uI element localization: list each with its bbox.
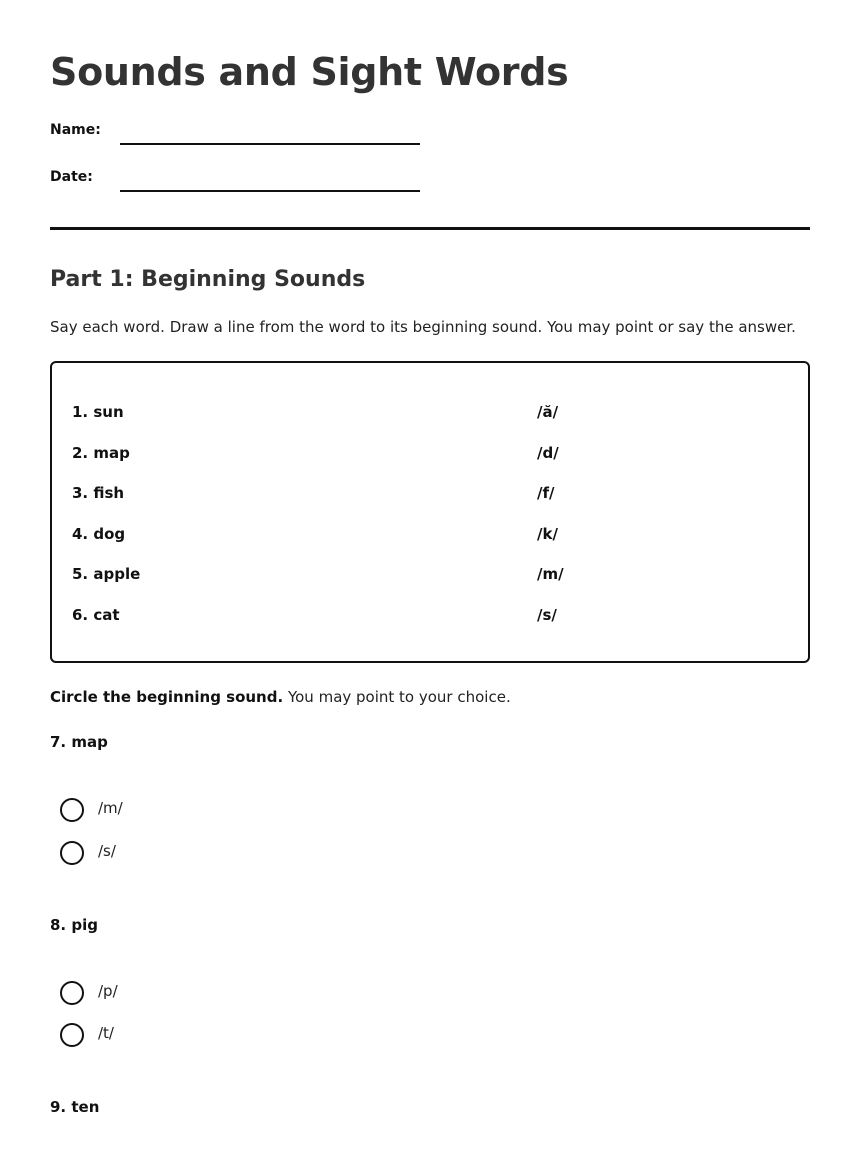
match-sound[interactable]: /m/	[537, 565, 564, 583]
option-label: /s/	[98, 842, 116, 860]
match-word[interactable]: 6. cat	[72, 606, 120, 624]
circle-instructions	[50, 688, 511, 706]
page-title: Sounds and Sight Words	[50, 50, 569, 94]
radio-circle-icon[interactable]	[60, 981, 84, 1005]
part1-instructions: Say each word. Draw a line from the word to its beginning sound. You may point or say the answer.	[50, 318, 796, 336]
match-sound[interactable]: /d/	[537, 444, 559, 462]
option-label: /m/	[98, 799, 123, 817]
radio-circle-icon[interactable]	[60, 1023, 84, 1047]
question-word: 8. pig	[50, 916, 98, 934]
answer-option[interactable]	[60, 798, 260, 822]
question-word: 9. ten	[50, 1098, 100, 1116]
date-label: Date:	[50, 169, 93, 185]
circle-instructions-rest: You may point to your choice.	[283, 688, 511, 706]
match-word[interactable]: 5. apple	[72, 565, 141, 583]
match-word[interactable]: 4. dog	[72, 525, 126, 543]
match-word[interactable]: 1. sun	[72, 403, 124, 421]
answer-option[interactable]	[60, 1023, 260, 1047]
header-divider	[50, 227, 810, 230]
name-line[interactable]	[120, 143, 420, 145]
question-word: 7. map	[50, 733, 108, 751]
circle-instructions-bold: Circle the beginning sound.	[50, 688, 284, 706]
part1-title: Part 1: Beginning Sounds	[50, 267, 366, 292]
answer-option[interactable]	[60, 981, 260, 1005]
name-field-row	[50, 122, 470, 152]
option-label: /t/	[98, 1024, 114, 1042]
match-sound[interactable]: /ă/	[537, 403, 559, 421]
match-word[interactable]: 2. map	[72, 444, 130, 462]
date-line[interactable]	[120, 190, 420, 192]
option-label: /p/	[98, 982, 118, 1000]
radio-circle-icon[interactable]	[60, 798, 84, 822]
match-word[interactable]: 3. fish	[72, 484, 125, 502]
name-label: Name:	[50, 122, 101, 138]
match-sound[interactable]: /s/	[537, 606, 557, 624]
answer-option[interactable]	[60, 841, 260, 865]
date-field-row	[50, 169, 470, 199]
match-sound[interactable]: /f/	[537, 484, 555, 502]
matching-box	[50, 361, 810, 663]
match-sound[interactable]: /k/	[537, 525, 558, 543]
radio-circle-icon[interactable]	[60, 841, 84, 865]
